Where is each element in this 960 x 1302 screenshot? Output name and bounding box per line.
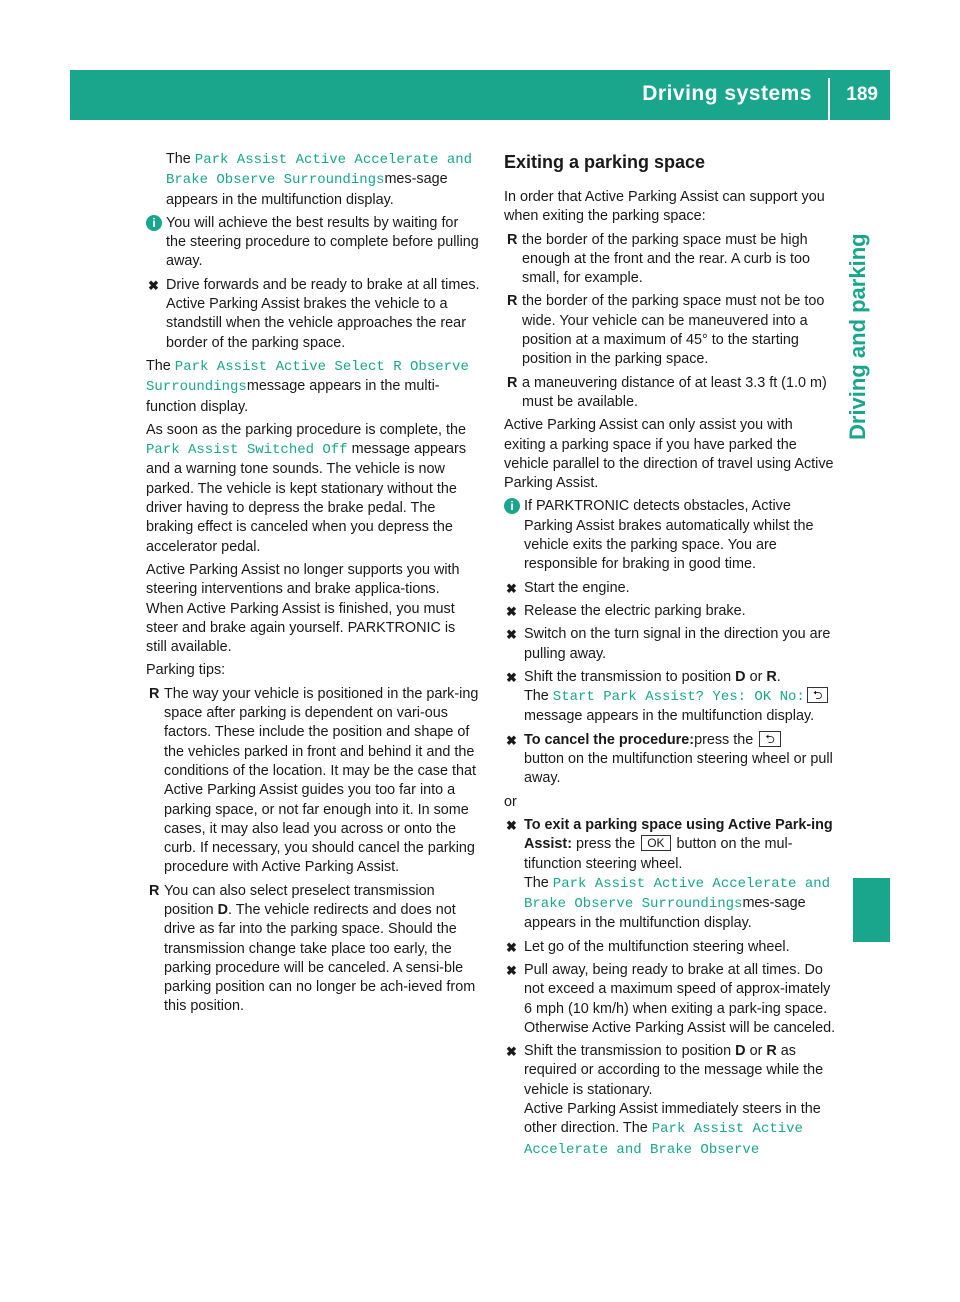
- paragraph: Active Parking Assist no longer supports you with steering interventions and brake applica-tions. When Active Parking Assist is finished, you must steer and brake again yourself. PARKTRONIC is still available.: [146, 561, 460, 656]
- instruction-step: ✖ Start the engine.: [504, 579, 836, 598]
- instruction-step: ✖ To exit a parking space using Active Park-ing Assist: press the OK button on the mul-tifunction steering wheel. The Park Assist Active Accelerate and Brake Observe Surroundingsmes-sage appears in the multifunction display.: [506, 816, 833, 932]
- paragraph: The Park Assist Active Select R Observe Surroundingsmessage appears in the multi-function display.: [146, 357, 469, 415]
- step-arrow-icon: ✖: [506, 669, 517, 685]
- step-arrow-icon: ✖: [506, 939, 517, 955]
- info-icon: i: [504, 498, 520, 514]
- paragraph: In order that Active Parking Assist can support you when exiting the parking space:: [504, 189, 825, 225]
- step-arrow-icon: ✖: [506, 603, 517, 619]
- step-arrow-icon: ✖: [506, 732, 517, 748]
- step-arrow-icon: ✖: [148, 277, 159, 293]
- info-icon: i: [146, 215, 162, 231]
- back-button-icon: ⮌: [807, 687, 829, 703]
- step-arrow-icon: ✖: [506, 817, 517, 833]
- info-note: i If PARKTRONIC detects obstacles, Active Parking Assist brakes automatically whilst the vehicle exits the parking space. You are responsible for braking in good time.: [504, 497, 836, 574]
- display-message: Start Park Assist? Yes: OK No:: [552, 689, 805, 706]
- header-separator: [828, 78, 830, 120]
- bullet-icon: R: [507, 374, 518, 391]
- step-arrow-icon: ✖: [506, 627, 517, 643]
- right-column: [504, 188, 836, 1164]
- bullet-icon: R: [149, 685, 160, 702]
- paragraph: Active Parking Assist can only assist you with exiting a parking space if you have parked the vehicle parallel to the direction of travel using Active Parking Assist.: [504, 417, 834, 492]
- bullet-icon: R: [149, 882, 160, 899]
- paragraph: As soon as the parking procedure is complete, the Park Assist Switched Off message appears and a warning tone sounds. The vehicle is now parked. The vehicle is kept stationary without the driver having to depress the brake pedal. The braking effect is canceled when you depress the accelerator pedal.: [146, 421, 467, 555]
- display-message: Park Assist Active Select R Observe Surroundings: [146, 358, 469, 396]
- display-message: Park Assist Active Accelerate and Brake Observe Surroundings: [166, 152, 473, 189]
- step-arrow-icon: ✖: [506, 962, 517, 978]
- instruction-step: ✖ To cancel the procedure:press the ⮌ button on the multifunction steering wheel or pull away.: [506, 731, 833, 787]
- instruction-step: ✖ Shift the transmission to position D or R. The Start Park Assist? Yes: OK No: ⮌message appears in the multifunction display.: [504, 668, 836, 727]
- chapter-tab-marker: [853, 878, 890, 942]
- paragraph: or: [504, 793, 517, 810]
- display-message: Park Assist Active Accelerate and Brake Observe: [524, 1121, 803, 1158]
- list-item: R The way your vehicle is positioned in the park-ing space after parking is dependent on vari-ous factors. These include the position and shape of the vehicles parked in front and behind it and the conditions of the location. It may be the case that Active Parking Assist guides you too far into a parking space, or not far enough into it. In some cases, it may also lead you across or onto the curb. If necessary, you should cancel the parking procedure with Active Parking Assist.: [149, 685, 479, 876]
- left-column: [146, 150, 480, 1021]
- paragraph: Parking tips:: [146, 662, 226, 679]
- info-note: i You will achieve the best results by waiting for the steering procedure to complete before pulling away.: [146, 214, 480, 272]
- list-item: R You can also select preselect transmission position D. The vehicle redirects and does not drive as far into the parking space. Should the transmission change take place too early, the parking procedure will be canceled. A sensi-ble parking position can no longer be ach-ieved from this position.: [149, 882, 476, 1015]
- instruction-step: ✖ Drive forwards and be ready to brake at all times. Active Parking Assist brakes the vehicle to a standstill when the vehicle approaches the rear border of the parking space.: [148, 276, 480, 351]
- instruction-step: ✖ Switch on the turn signal in the direction you are pulling away.: [506, 626, 831, 662]
- bullet-icon: R: [507, 231, 518, 248]
- paragraph: The Park Assist Active Accelerate and Brake Observe Surroundingsmes-sage appears in the multifunction display.: [166, 151, 473, 208]
- page-header: [70, 70, 890, 120]
- list-item: R the border of the parking space must not be too wide. Your vehicle can be maneuvered into a position at a maximum of 45° to the starting position in the parking space.: [507, 293, 825, 368]
- step-arrow-icon: ✖: [506, 1044, 517, 1060]
- step-arrow-icon: ✖: [506, 580, 517, 596]
- page-number: 189: [846, 84, 878, 105]
- instruction-step: ✖ Pull away, being ready to brake at all times. Do not exceed a maximum speed of approx-imately 6 mph (10 km/h) when exiting a park-ing space. Otherwise Active Parking Assist will be canceled.: [506, 961, 836, 1036]
- instruction-step: ✖ Release the electric parking brake.: [504, 602, 836, 621]
- section-title: Driving systems: [642, 82, 812, 105]
- back-button-icon: ⮌: [759, 731, 781, 747]
- ok-button-icon: OK: [641, 835, 670, 851]
- display-message: Park Assist Switched Off: [146, 442, 348, 459]
- chapter-tab-label: Driving and parking: [845, 233, 870, 440]
- list-item: R the border of the parking space must be high enough at the front and the rear. A curb is too small, for example.: [507, 231, 811, 287]
- instruction-step: ✖ Let go of the multifunction steering wheel.: [504, 938, 836, 957]
- section-heading: Exiting a parking space: [504, 152, 706, 172]
- bullet-icon: R: [507, 293, 518, 310]
- instruction-step: ✖ Shift the transmission to position D or R as required or according to the message while the vehicle is stationary. Active Parking Assist immediately steers in the other direction. The Park Assist Active Accelerate and Brake Observe: [506, 1043, 824, 1158]
- display-message: Park Assist Active Accelerate and Brake Observe Surroundings: [524, 875, 831, 913]
- list-item: R a maneuvering distance of at least 3.3 ft (1.0 m) must be available.: [507, 374, 827, 410]
